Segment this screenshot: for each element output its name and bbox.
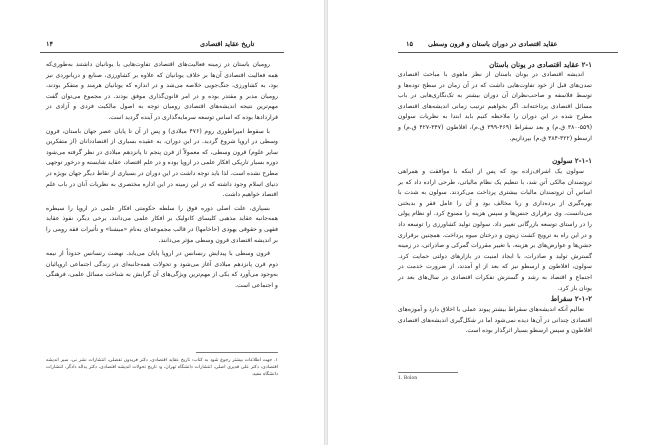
subsection-1-body-text [398,167,592,297]
right-footnote-rule [398,372,458,373]
right-page-number: ۱۵ [406,40,413,48]
subsection-2-heading: ۲-۱-۲ سقراط [550,294,592,303]
section-body-text [398,70,592,147]
right-running-head: عقاید اقتصادی در دوران باستان و قرون وسطی [428,40,558,48]
paragraph: رومیان باستان در زمینه فعالیت‌های اقتصادی تفاوت‌هایی با یونانیان داشتند به‌طوری‌که همه فعالیت اقتصادی آن‌ها بر خلاف یونانیان که علاوه بر کشاورزی، صنایع و دریانوردی نیز بود، به کشاورزی، جنگ‌جویی خلاصه می‌شد و در اندازه که یونانیان هرمند و متفکر بودند، رومیان مدبر و مقتدر بوده و در امر قانون‌گذاری موفق بودند. در مجموع می‌توان گفت مهم‌ترین نتیجه اندیشه‌های اقتصادی رومیان توجه به اصول مالکیت فردی و آزادی در قراردادها بوده که اساس توسعه سرمایه‌گذاری در آینده گردید است. [46,61,278,121]
left-page-number: ۱۴ [46,40,53,48]
right-page [328,0,658,445]
subsection-1-heading: ۲-۱-۱ سولون [552,156,592,165]
paragraph: سولون یک اشراف‌زاده بود که پس از اینکه با موافقت و همراهی ثروتمندان مالکی آتن شد، با تنظیم یک نظام مالیاتی، طرحی اراده داد که بر اساس آن ثروتمندان مالیات بیشتری پرداخت می‌کردند. سولون به شدت با بهره‌گیری از برده‌داری و ربا مخالف بود و آن را عامل فقر و بدبختی می‌دانست. وی برقراری جنس‌ها و سپس هزینه را ممنوع کرد. او نظام پولی را در راستای توسعه بازرگانی تغییر داد. سولون تولید کشاورزی را توسعه داد و در این راه به ترویج کشت زیتون و درختان میوه پرداخت. همچنین برقراری جشن‌ها و عوارض‌های بر هزینه، با تغییر مقررات گمرکی و صادراتی، در زمینه گسترش تولید و صادرات، با ایجاد امنیت در بازارهای دولتی حمایت کرد. سولون، افلاطون و ارسطو نیز که بعد از او آمدند، از ضرورت خدمت در اجتماع و اقتصاد به رشد و گسترش تفکرات اقتصادی در سال‌های بعد در یونان باز کرد. [398,168,592,292]
paragraph: با سقوط امپراطوری روم (۴۷۶ میلادی) و پس از آن تا پایان عصر جهان باستان، قرون وسطی در اروپا شروع گردید. در این دوران، به عقیده بسیاری از اقتصاددانان (از متفکرین سایر علوم) قرون وسطی، که معمولاً از قرن پنجم تا پانزدهم میلادی در نظر گرفته می‌شود دوره بسیار تاریکی افکار علمی در اروپا بوده و در علم اقتصاد، عقاید شایسته و درخور توجهی مطرح نشده است. لذا باید توجه داشت در این دوران در بسیاری از نقاط دیگر جهان بویژه در دنیای اسلام وجود داشته که در این زمینه در این اداره مختصری به نظریات آنان در باب علم اقتصاد خواهیم داشت. [46,127,278,199]
left-page [0,0,324,445]
paragraph: تعالیم آنکه اندیشه‌های سقراط بیشتر پیوند عملی با اخلاق دارد و آموزه‌های اقتصادی چندانی در آن‌ها دیده نمی‌شود اما در شکل‌گیری اندیشه‌های اقتصادی افلاطون و سپس ارسطو بسیار اثرگذار بوده است. [398,306,592,335]
section-heading: ۲-۱ عقاید اقتصادی در یونان باستان [489,60,592,69]
paragraph: اندیشه اقتصادی در یونان باستان از نظر ماهوی با مباحث اقتصادی تمدن‌های قبل از خود تفاوت‌هایی داشت که در آن زمان در سطح توده‌ها و توسط فلاسفه و صاحب‌نظران آن دوران بیشتر به تک‌نگاری‌هایی در باب مسائل اقتصادی پرداخته‌اند. اگر بخواهیم ترتیب زمانی اندیشه‌های اقتصادی مطرح شده در این دوران را ملاحظه کنیم باید ابتدا به نظریات سولون (۵۵۹-۳۸۰ ق.م) و بعد سقراط (۴۶۹-۳۹۹ ق.م)، افلاطون (۳۴۷-۴۲۷ ق.م) و ارسطو (۳۲۲-۳۸۴ ق.م) بپردازیم. [398,71,592,142]
left-footnote-rule [196,352,278,353]
left-header-rule [40,52,284,53]
left-body-text [46,60,278,294]
right-header-rule [398,52,618,53]
paragraph: قرون وسطی با پیدایش رنسانس در اروپا پایان می‌یابد. نهضت رنسانس حدوداً از نیمه دوم قرن پانزدهم میلادی آغاز می‌شود و تحولات همه‌جانبه‌ای در زندگی اجتماعی اروپائیان به‌وجود می‌آورد که یکی از مهم‌ترین ویژگی‌های آن گرایش به شناخت مسائل علمی، فرهنگی و اجتماعی است. [46,250,278,289]
paragraph: بسیاری، علت اصلی دوره فوق را سلطه حکومتی افکار علمی در اروپا را سیطره همه‌جانبه عقاید مذهبی کلیسای کاتولیک بر افکار علمی می‌دانند. برخی دیگر، نفوذ عقاید فقهی و حقوقی یهودی (حاخامها) در قالب مجموعه‌ای به‌نام «میشنا» و تأثیرات فقه رومی را بر اندیشه اقتصادی قرون وسطی مؤثر می‌دانند. [46,204,278,244]
left-footnote: ۱. جهت اطلاعات بیشتر رجوع شود به کتاب: تاریخ عقاید اقتصادی، دکتر فریدون تفضلی، انتشارات نشر نی، سیر اندیشه اقتصادی، دکتر علی قدیری اصلی، انتشارات دانشگاه تهران، و: تاریخ تحولات اندیشه اقتصادی، دکتر یداله دادگر، انتشارات دانشگاه مفید. [46,358,278,377]
right-footnote: 1. Bolon [398,376,418,381]
left-running-head: تاریخ عقاید اقتصادی [200,40,255,48]
subsection-2-body-text [398,305,592,340]
